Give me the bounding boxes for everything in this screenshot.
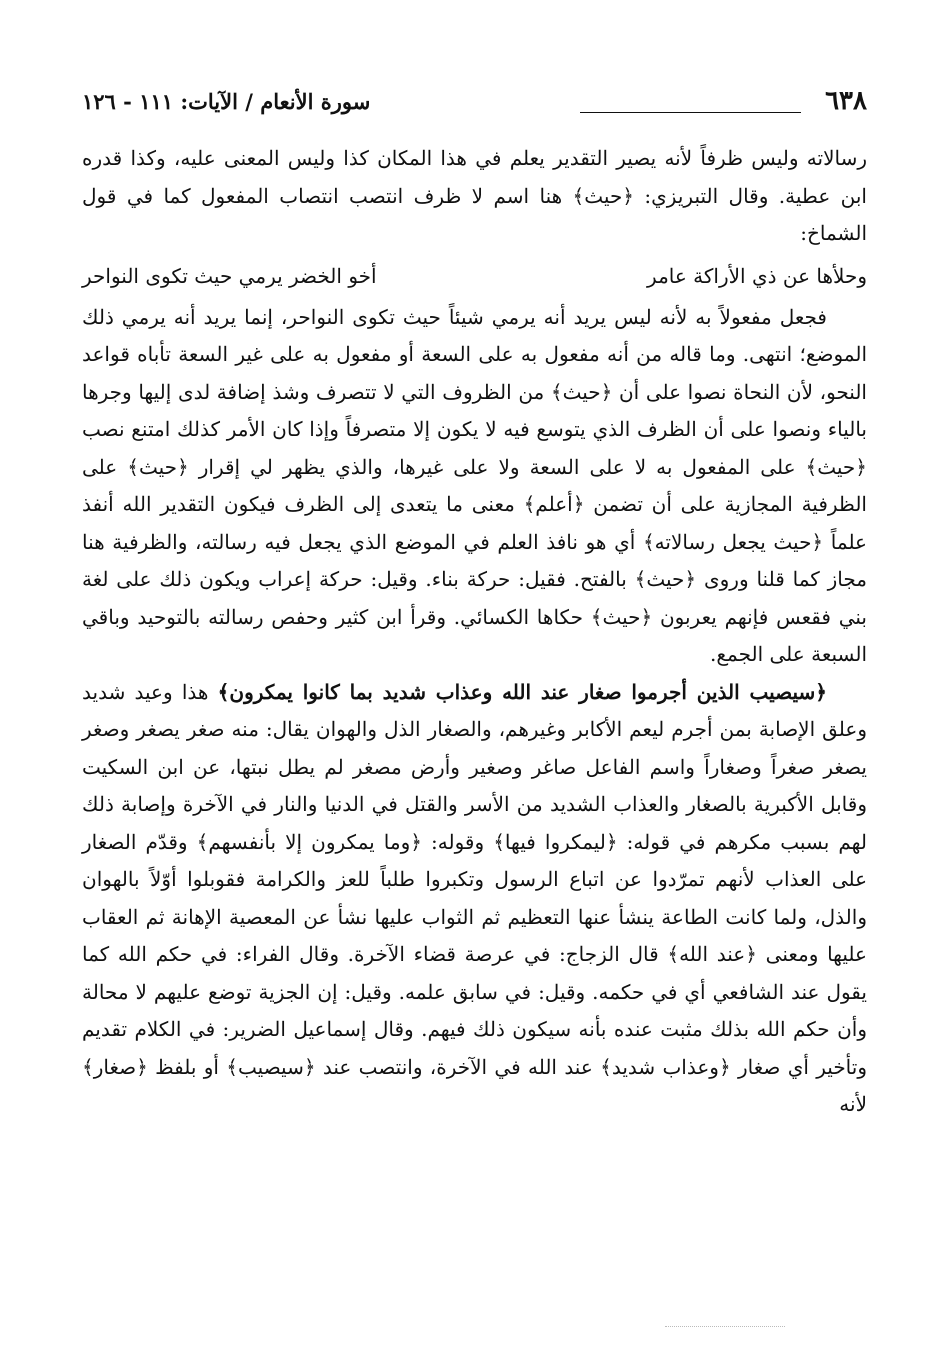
- footer-scan-mark: [665, 1326, 785, 1327]
- running-title: سورة الأنعام / الآيات: ١١١ - ١٢٦: [82, 89, 371, 114]
- page-number: ٦٣٨: [825, 86, 867, 116]
- quran-verse-quote: ﴿سيصيب الذين أجرموا صغار عند الله وعذاب شديد بما كانوا يمكرون﴾: [217, 679, 828, 704]
- paragraph-1: رسالاته وليس ظرفاً لأنه يصير التقدير يعلم في هذا المكان كذا وليس المعنى عليه، وكذا قدره ابن عطية. وقال التبريزي: ﴿حيث﴾ هنا اسم لا ظرف انتصب انتصاب المفعول كما في قول الشماخ:: [82, 146, 867, 245]
- header-rule: [580, 112, 801, 113]
- main-text: [82, 140, 867, 1124]
- poetry-verse: [82, 257, 867, 295]
- paragraph-3: [82, 674, 867, 1124]
- verse-first-hemistich: وحلأها عن ذي الأراكة عامر: [647, 263, 867, 288]
- paragraph-2: فجعل مفعولاً به لأنه ليس يريد أنه يرمي شيئاً حيث تكوى النواحر، إنما يريد أنه يرمي ذلك الموضع؛ انتهى. وما قاله من أنه مفعول به على السعة أو مفعول به على غير السعة تأباه قواعد النحو، لأن النحاة نصوا على أن ﴿حيث﴾ من الظروف التي لا تتصرف وشذ إضافة لدى إليها وجرها بالياء ونصوا على أن الظرف الذي يتوسع فيه لا يكون إلا متصرفاً وإذا كان الأمر كذلك امتنع نصب ﴿حيث﴾ على المفعول به لا على السعة ولا على غيرها، والذي يظهر لي إقرار ﴿حيث﴾ على الظرفية المجازية على أن تضمن ﴿أعلم﴾ معنى ما يتعدى إلى الظرف فيكون التقدير الله أنفذ علماً ﴿حيث يجعل رسالاته﴾ أي هو نافذ العلم في الموضع الذي يجعل فيه رسالته، والظرفية هنا مجاز كما قلنا وروى ﴿حيث﴾ بالفتح. فقيل: حركة بناء. وقيل: حركة إعراب ويكون ذلك على لغة بني فقعس فإنهم يعربون ﴿حيث﴾ حكاها الكسائي. وقرأ ابن كثير وحفص رسالته بالتوحيد وباقي السبعة على الجمع.: [82, 304, 867, 666]
- paragraph-3-text: هذا وعيد شديد وعلق الإصابة بمن أجرم ليعم الأكابر وغيرهم، والصغار الذل والهوان يقال: منه صغر يصغر وصغر يصغر صغراً وصغاراً واسم الفاعل صاغر وصغير وأرض مصغر لم يطل نبتها، عن ابن السكيت وقابل الأكبرية بالصغار والعذاب الشديد من الأسر والقتل في الدنيا والنار في الآخرة وإصابة ذلك لهم بسبب مكرهم في قوله: ﴿ليمكروا فيها﴾ وقوله: ﴿وما يمكرون إلا بأنفسهم﴾ وقدّم الصغار على العذاب لأنهم تمرّدوا عن اتباع الرسول وتكبروا طلباً للعز والكرامة فقوبلوا أوّلاً بالهوان والذل، ولما كانت الطاعة ينشأ عنها التعظيم ثم الثواب عليها نشأ عن المعصية الإهانة ثم العقاب عليها ومعنى ﴿عند الله﴾ قال الزجاج: في عرصة قضاء الآخرة. وقال الفراء: في حكم الله كما يقول عند الشافعي أي في حكمه. وقيل: في سابق علمه. وقيل: إن الجزية توضع عليهم لا محالة وأن حكم الله بذلك مثبت عنده بأنه سيكون ذلك فيهم. وقال إسماعيل الضرير: في الكلام تقديم وتأخير أي صغار ﴿وعذاب شديد﴾ عند الله في الآخرة، وانتصب عند ﴿سيصيب﴾ أو بلفظ ﴿صغار﴾ لأنه: [82, 679, 867, 1116]
- verse-second-hemistich: أخو الخضر يرمي حيث تكوى النواحر: [82, 263, 377, 288]
- page-header: [82, 82, 867, 122]
